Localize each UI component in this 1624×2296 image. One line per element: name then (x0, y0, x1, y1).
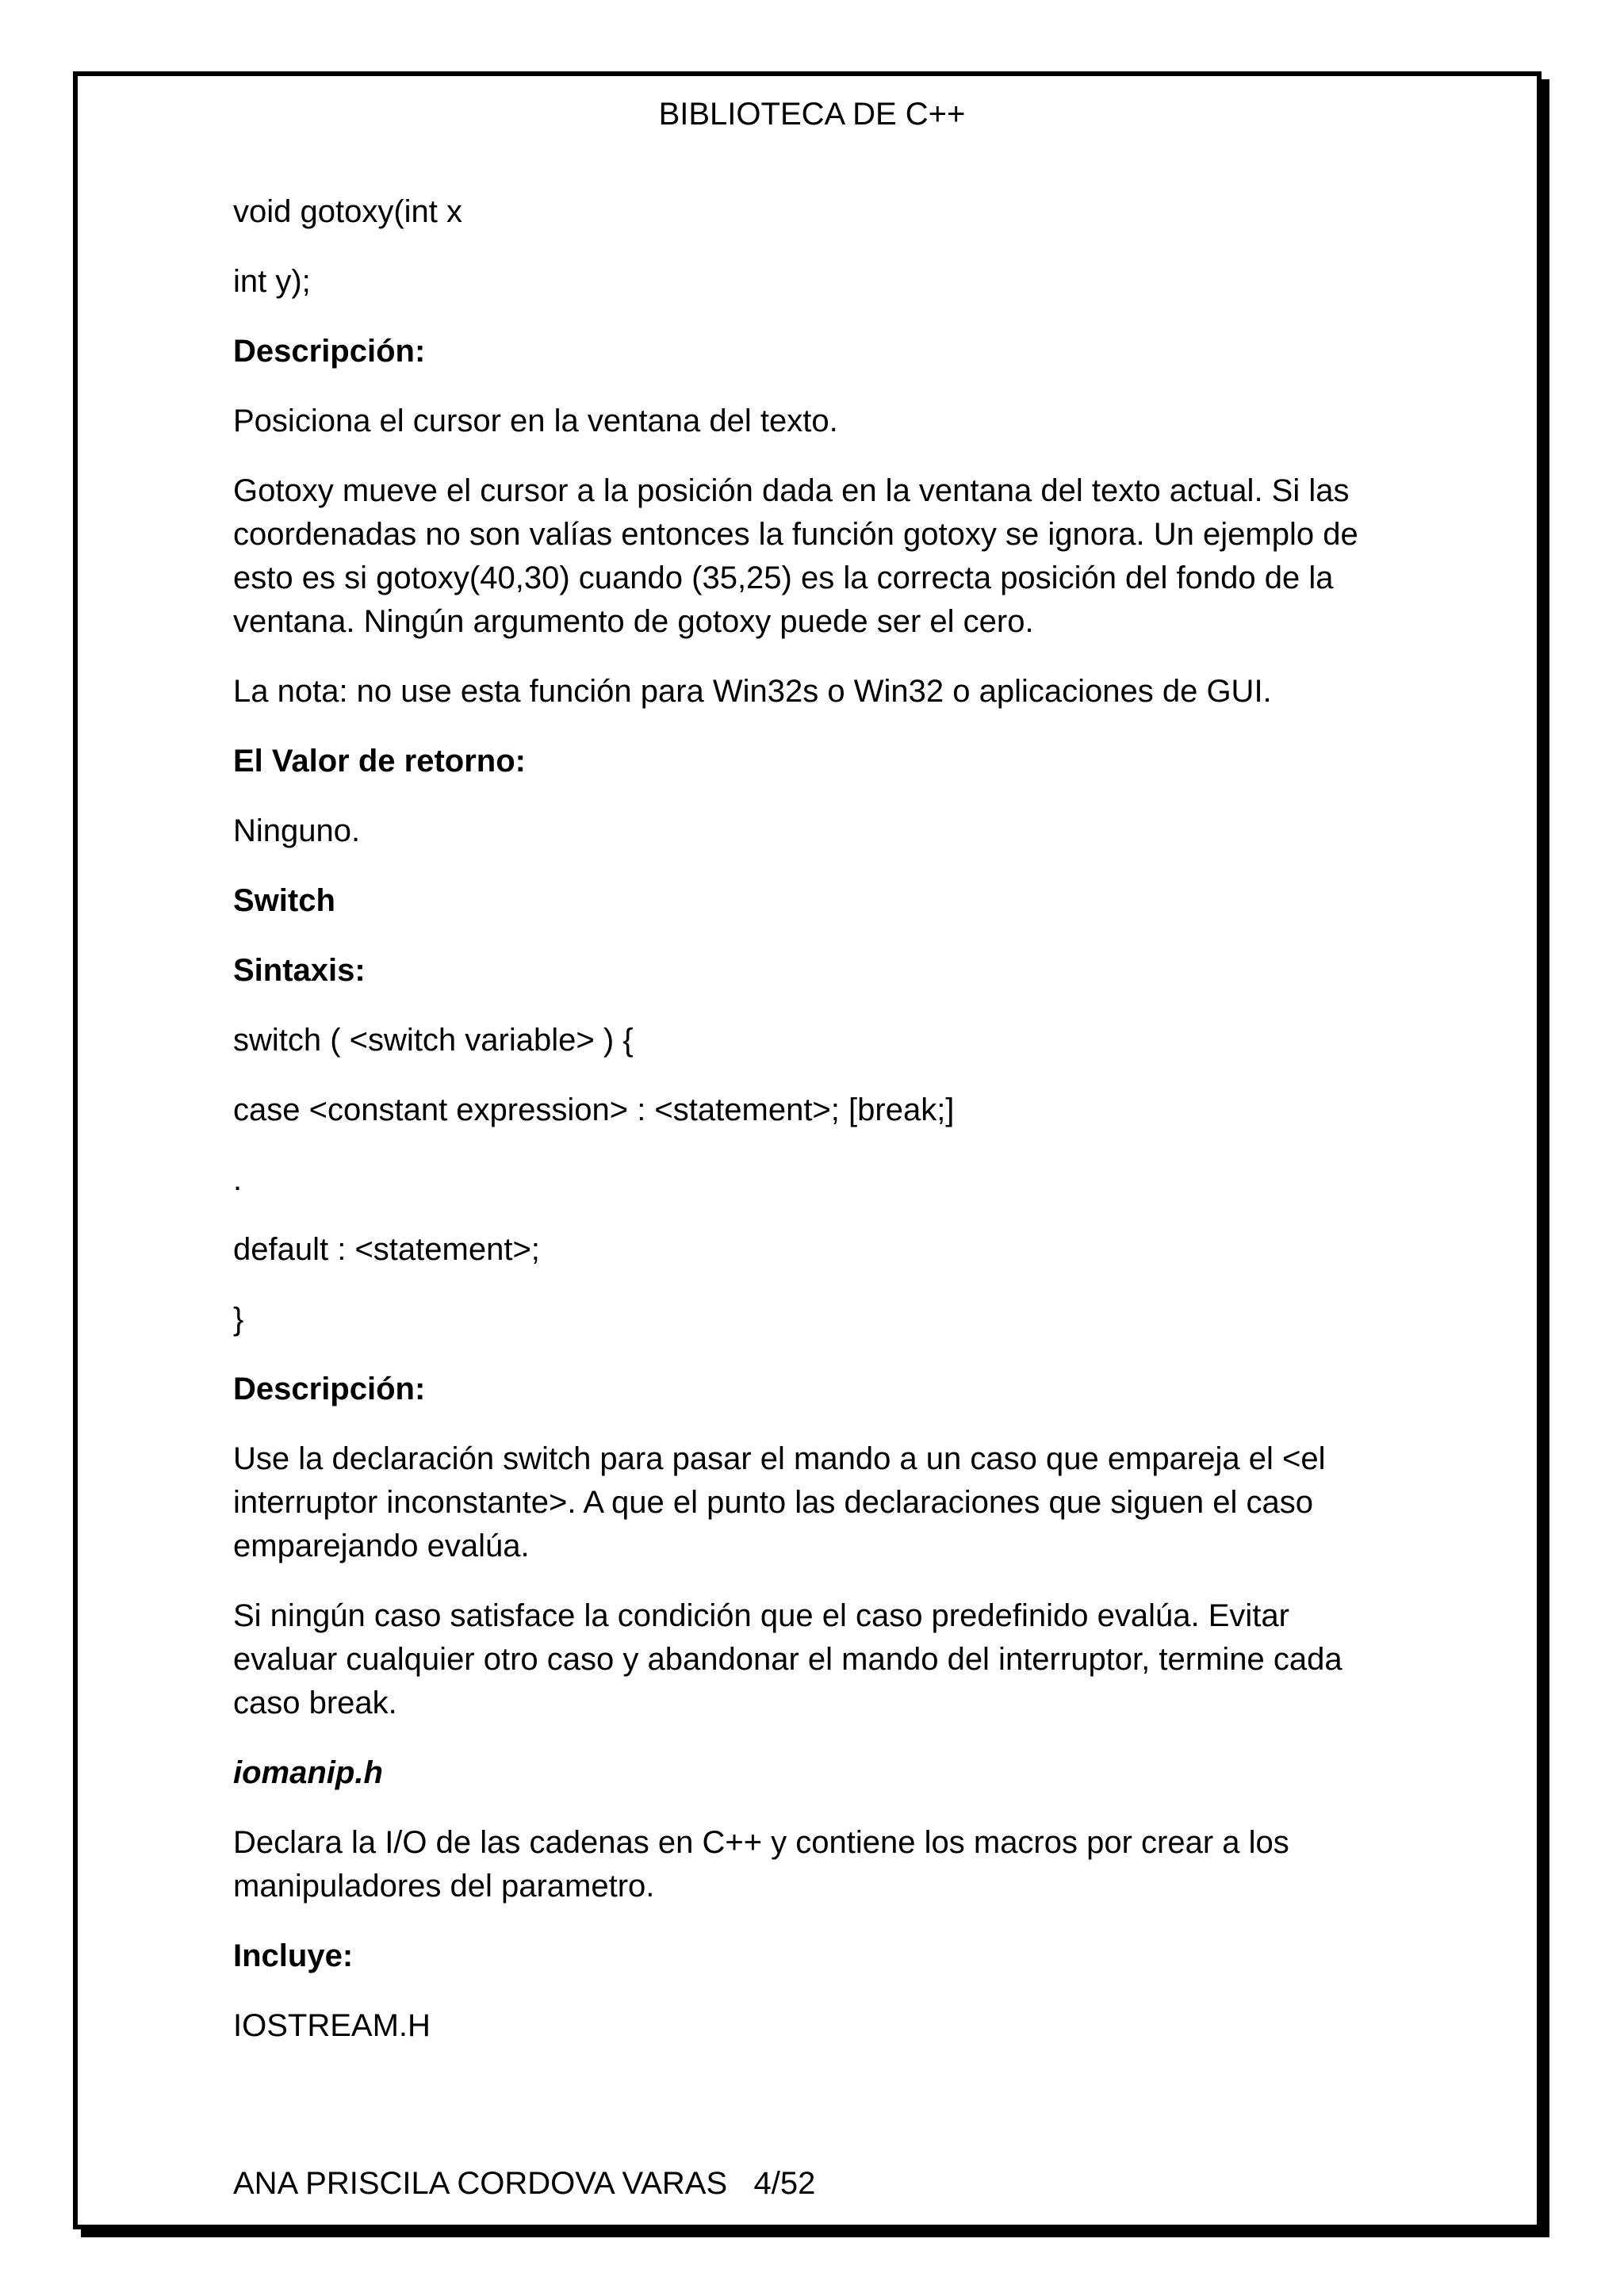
code-line-case: case <constant expression> : <statement>; [break;] (233, 1093, 955, 1127)
function-signature-line-1: void gotoxy(int x (233, 194, 463, 229)
paragraph-note: La nota: no use esta función para Win32s o Win32 o aplicaciones de GUI. (233, 674, 1272, 709)
section-heading-return-value: El Valor de retorno: (233, 744, 526, 779)
page-header: BIBLIOTECA DE C++ (658, 97, 966, 132)
code-line-default: default : <statement>; (233, 1232, 540, 1267)
paragraph-iomanip-desc: Declara la I/O de las cadenas en C++ y contiene los macros por crear a los manipuladores del parametro. (233, 1825, 1289, 1904)
section-heading-description: Descripción: (233, 334, 426, 369)
footer-author: ANA PRISCILA CORDOVA VARAS (233, 2166, 728, 2201)
code-line-switch: switch ( <switch variable> ) { (233, 1023, 634, 1058)
document-body (233, 190, 1399, 2074)
section-heading-syntax: Sintaxis: (233, 953, 366, 988)
function-signature-line-2: int y); (233, 264, 311, 299)
section-heading-description-2: Descripción: (233, 1372, 426, 1406)
paragraph-summary: Posiciona el cursor en la ventana del texto. (233, 404, 838, 438)
paragraph-gotoxy-details: Gotoxy mueve el cursor a la posición dada en la ventana del texto actual. Si las coordenadas no son valías entonces la función gotoxy se ignora. Un ejemplo de esto es si gotoxy(40,30) cuando (35,25) es la correcta posición del fondo de la ventana. Ningún argumento de gotoxy puede ser el cero. (233, 473, 1358, 639)
paragraph-switch-default: Si ningún caso satisface la condición que el caso predefinido evalúa. Evitar evaluar cualquier otro caso y abandonar el mando del interruptor, termine cada caso break. (233, 1598, 1342, 1720)
code-line-close-brace: } (233, 1302, 244, 1337)
section-heading-iomanip: iomanip.h (233, 1755, 383, 1790)
footer-page-number: 4/52 (753, 2166, 816, 2201)
section-heading-includes: Incluye: (233, 1938, 354, 1973)
section-heading-switch: Switch (233, 883, 335, 918)
code-line-dot: . (233, 1162, 243, 1197)
paragraph-switch-use: Use la declaración switch para pasar el mando a un caso que empareja el <el interruptor inconstante>. A que el punto las declaraciones que siguen el caso emparejando evalúa. (233, 1441, 1326, 1563)
paragraph-includes-iostream: IOSTREAM.H (233, 2008, 431, 2043)
paragraph-return-none: Ninguno. (233, 813, 361, 848)
page-footer (233, 2163, 815, 2204)
